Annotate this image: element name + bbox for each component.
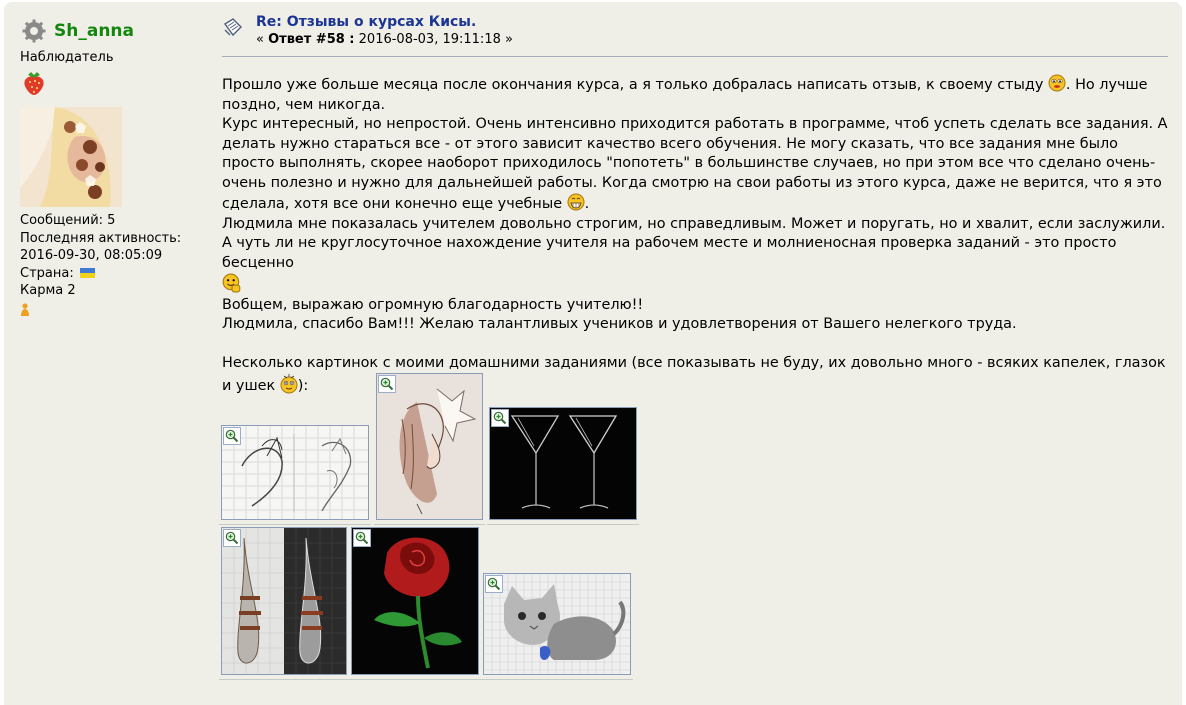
dizzy-smiley-icon	[280, 374, 298, 394]
paragraph-2-text: Курс интересный, но непростой. Очень интенсивно приходится работать в программе, чтоб успеть сделать все задания. А делать нужно стараться все - от этого зависит качество всего обучения. Не могу сказать, что все задания мне было просто выполнять, скорее наоборот приходилось "попотеть" в большинстве случаев, но при этом все что сделано очень-очень полезно и нужно для дальнейшей работы. Когда смотрю на свои работы из этого курса, даже не верится, что я это сделала, хотя все они конечно еще учебные	[222, 116, 1168, 212]
paragraph-3	[222, 215, 1168, 296]
poster-stats	[20, 212, 200, 322]
paragraph-1-text: Прошло уже больше месяца после окончания курса, а я только добралась написать отзыв, к своему стыду	[222, 77, 1048, 93]
attachment-thumbnail[interactable]	[221, 425, 369, 520]
paragraph-2-end: .	[584, 196, 590, 212]
poster-info	[20, 14, 200, 322]
post-count: Сообщений: 5	[20, 213, 116, 228]
poster-name-row	[20, 14, 200, 48]
gear-icon	[22, 19, 46, 43]
post-subject-link[interactable]: Re: Отзывы о курсах Кисы.	[256, 14, 477, 30]
reply-suffix: »	[505, 32, 513, 47]
attachment-thumbnail[interactable]	[483, 573, 631, 675]
paragraph-4: Вобщем, выражаю огромную благодарность учителю!!	[222, 296, 644, 313]
reply-prefix: «	[256, 32, 264, 47]
paragraph-6-end: ):	[297, 377, 309, 394]
forum-post	[4, 2, 1182, 705]
post-icon	[222, 16, 244, 38]
post-body	[222, 74, 1168, 396]
magnifier-plus-icon[interactable]	[223, 427, 241, 445]
figure-icon	[20, 303, 30, 317]
ukraine-flag-icon	[80, 268, 95, 278]
magnifier-plus-icon[interactable]	[491, 409, 509, 427]
embarrassed-smiley-icon	[1048, 74, 1066, 92]
paragraph-5: Людмила, спасибо Вам!!! Желаю талантливых учеников и удовлетворения от Вашего нелегкого труда.	[222, 316, 1017, 332]
poster-username[interactable]: Sh_anna	[54, 21, 134, 41]
magnifier-plus-icon[interactable]	[353, 529, 371, 547]
paragraph-1-end: . Но лучше поздно, чем никогда.	[222, 77, 1148, 113]
attachment-thumbnail[interactable]	[376, 373, 483, 520]
magnifier-plus-icon[interactable]	[378, 375, 396, 393]
clapping-smiley-icon	[222, 273, 242, 293]
magnifier-plus-icon[interactable]	[485, 575, 503, 593]
paragraph-6	[222, 354, 1168, 396]
reply-number[interactable]: Ответ #58 :	[268, 32, 355, 47]
paragraph-2	[222, 115, 1168, 215]
paragraph-3-text: Людмила мне показалась учителем довольно строгим, но справедливым. Может и поругать, но и хвалит, если заслужили. А чуть ли не круглосуточное нахождение учителя на рабочем месте и молниеносная проверка заданий - это просто бесценно	[222, 215, 1166, 271]
avatar[interactable]	[20, 107, 122, 207]
last-active-label: Последняя активность:	[20, 230, 182, 246]
country-label: Страна:	[20, 265, 74, 281]
reply-date: 2016-08-03, 19:11:18	[358, 32, 501, 47]
paragraph-1	[222, 74, 1168, 115]
post-header	[222, 12, 1168, 57]
magnifier-plus-icon[interactable]	[223, 529, 241, 547]
reply-info	[256, 32, 513, 47]
paragraph-6-text: Несколько картинок с моими домашними заданиями (все показывать не буду, их довольно много - всяких капелек, глазок и ушек	[222, 355, 1166, 394]
country-row	[20, 265, 200, 283]
strawberry-icon	[20, 69, 48, 97]
last-active-value: 2016-09-30, 08:05:09	[20, 248, 163, 263]
poster-rank: Наблюдатель	[20, 50, 114, 65]
attachment-thumbnail[interactable]	[221, 527, 347, 675]
grin-smiley-icon	[567, 193, 585, 211]
attachment-thumbnail[interactable]	[351, 527, 479, 675]
karma: Карма 2	[20, 283, 76, 298]
attachment-thumbnail[interactable]	[489, 407, 637, 520]
